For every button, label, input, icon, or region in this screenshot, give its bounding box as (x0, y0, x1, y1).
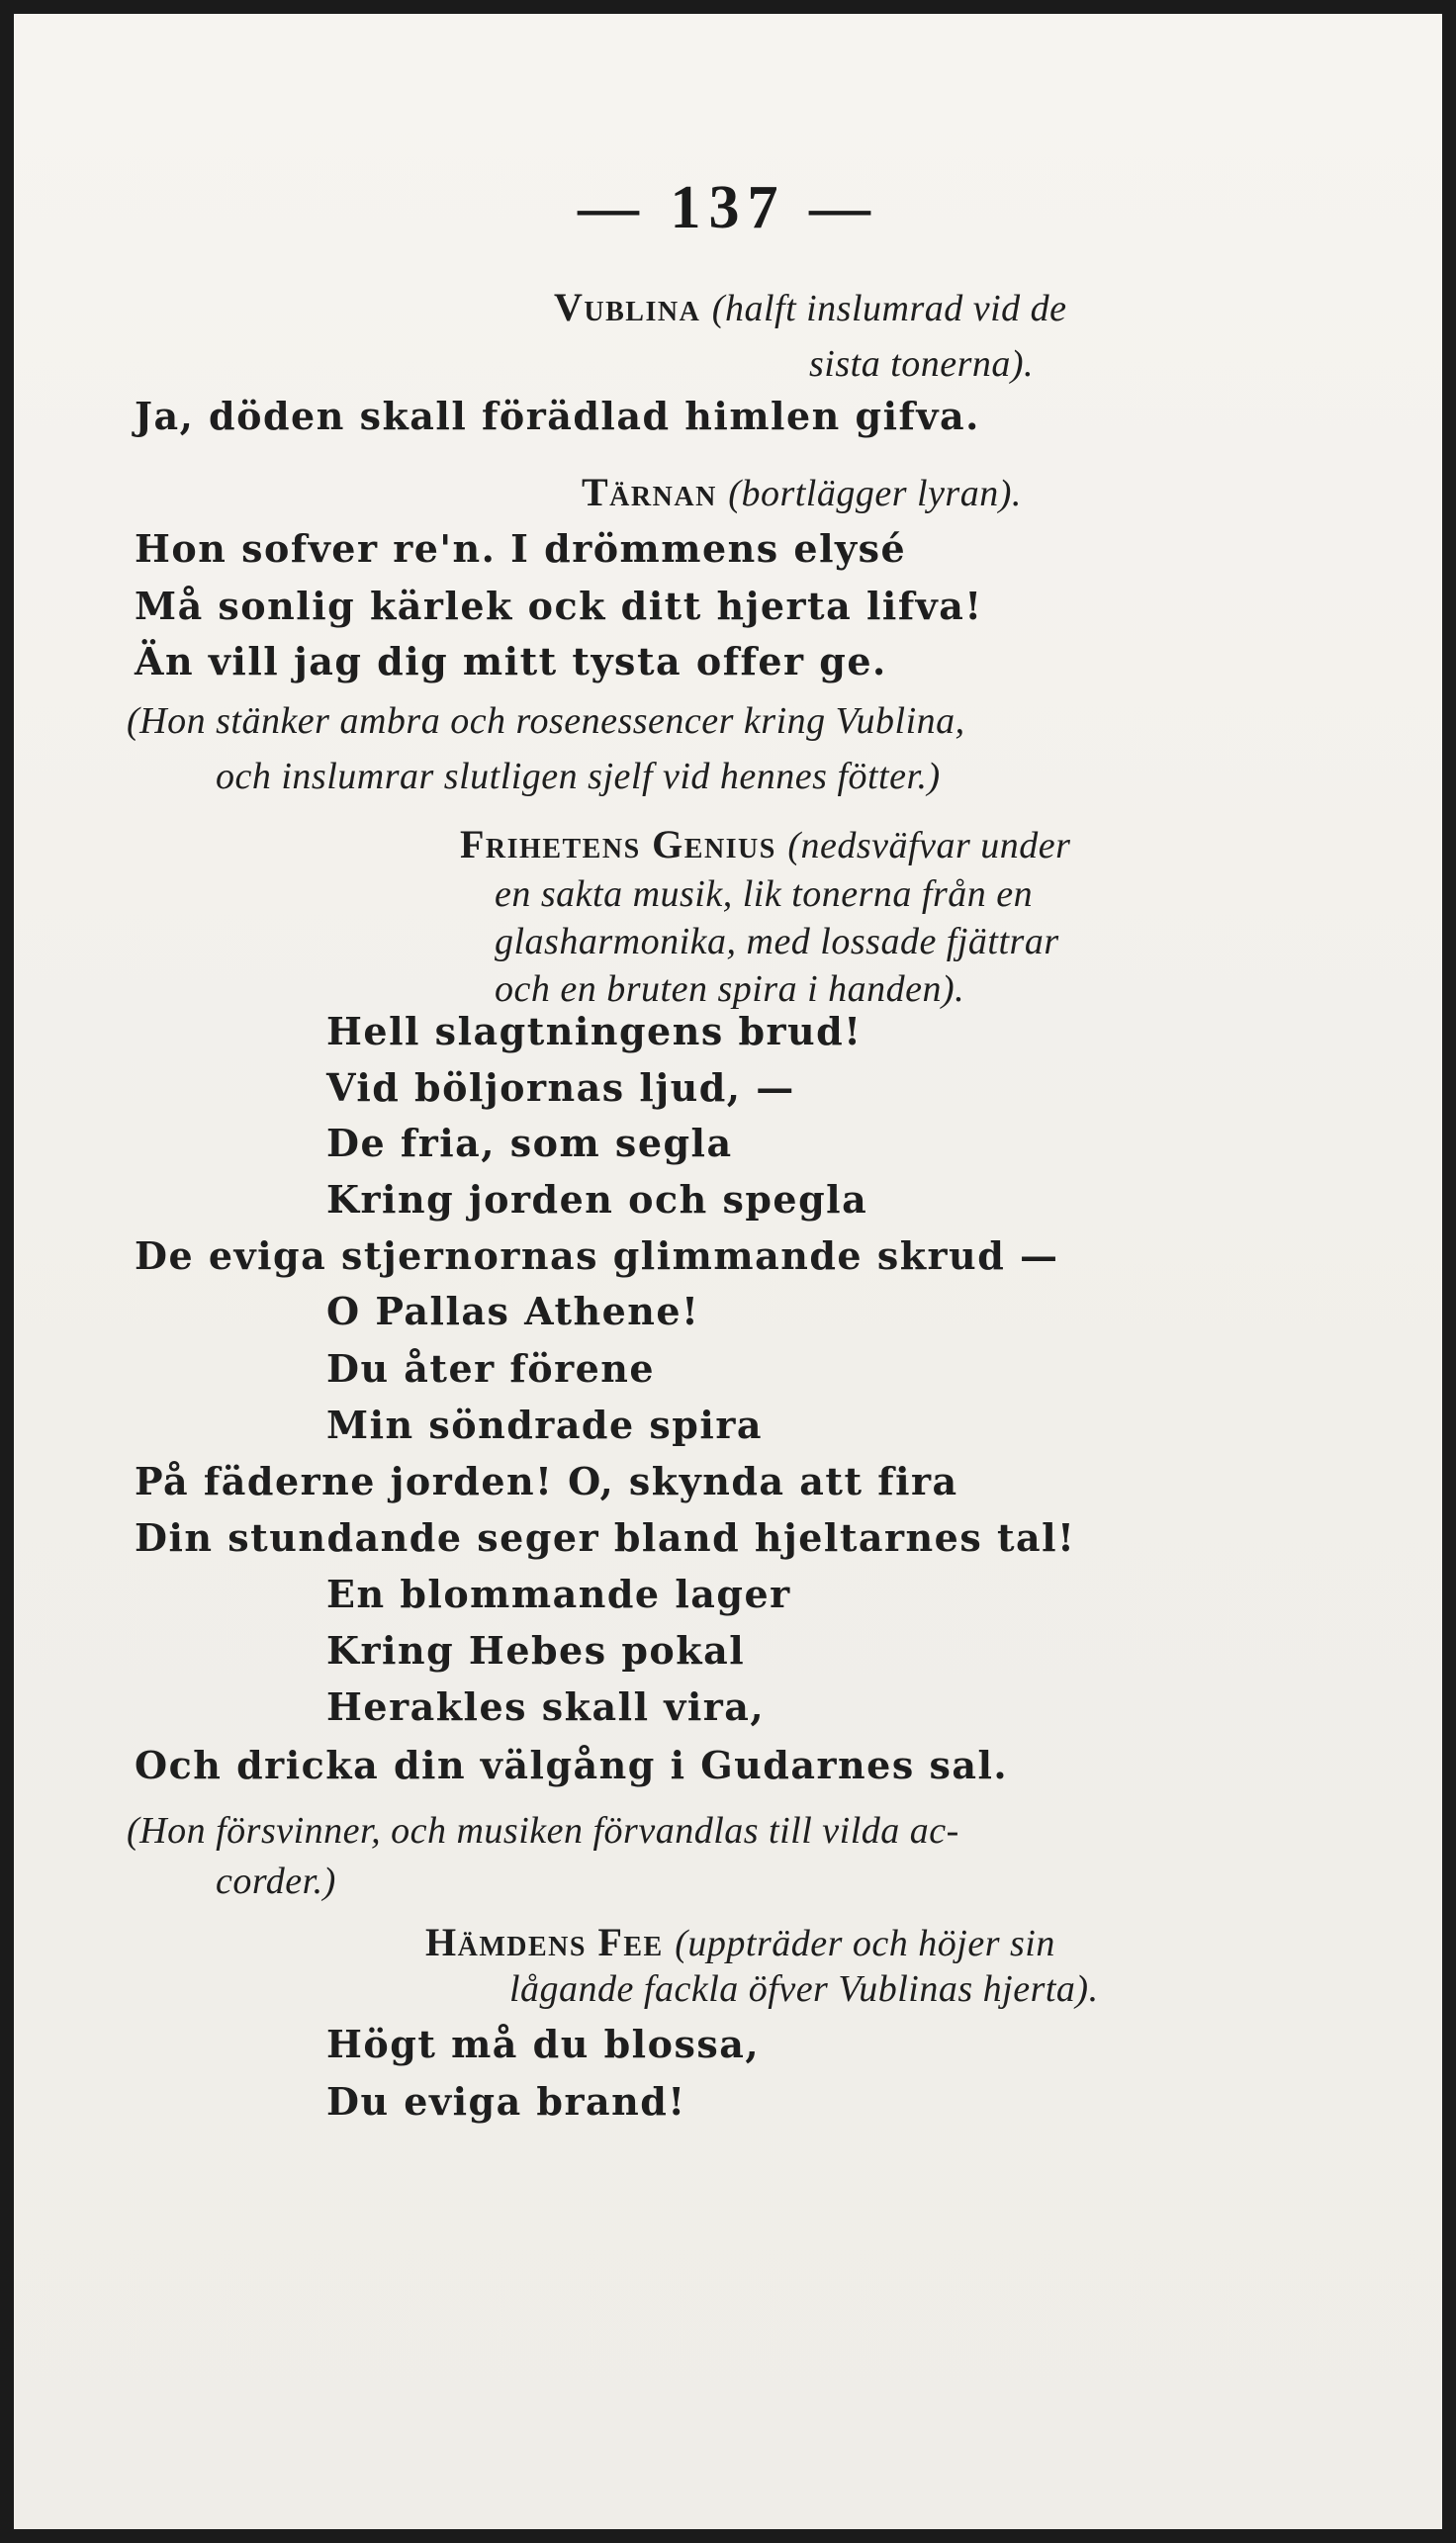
verse-line: Du eviga brand! (326, 2079, 686, 2124)
stage-direction-cont: lågande fackla öfver Vublinas hjerta). (509, 1968, 1099, 2010)
stage-direction-cont: en sakta musik, lik tonerna från en (495, 873, 1034, 915)
verse-line: Må sonlig kärlek ock ditt hjerta lifva! (135, 584, 983, 628)
verse-line: På fäderne jorden! O, skynda att fira (135, 1459, 958, 1503)
speaker-name: Frihetens Genius (460, 822, 776, 866)
stage-direction: (Hon stänker ambra och rosenessencer kring Vublina, (127, 700, 965, 742)
stage-direction: och inslumrar slutligen sjelf vid hennes fötter.) (216, 756, 941, 797)
verse-line: Högt må du blossa, (326, 2022, 761, 2066)
verse-line: Herakles skall vira, (326, 1684, 766, 1729)
verse-line: O Pallas Athene! (326, 1289, 700, 1333)
verse-line: Min söndrade spira (326, 1403, 763, 1447)
verse-line: De fria, som segla (326, 1121, 733, 1165)
verse-line: Du åter förene (326, 1346, 656, 1391)
speaker-frihetens-genius (460, 821, 1070, 867)
verse-line: Din stundande seger bland hjeltarnes tal! (135, 1515, 1076, 1560)
speaker-name: Hämdens Fee (425, 1920, 664, 1964)
stage-direction: corder.) (216, 1861, 336, 1902)
verse-line: Hon sofver re'n. I drömmens elysé (135, 526, 907, 571)
verse-line: De eviga stjernornas glimmande skrud — (135, 1233, 1059, 1278)
verse-line: Kring jorden och spegla (326, 1177, 868, 1222)
speaker-tarnan (582, 469, 1022, 515)
verse-line: Hell slagtningens brud! (326, 1009, 863, 1053)
speaker-hamdens-fee (425, 1919, 1055, 1965)
verse-line: Och dricka din välgång i Gudarnes sal. (135, 1743, 1009, 1787)
speaker-vublina (554, 284, 1067, 330)
stage-direction: (halft inslumrad vid de (711, 288, 1067, 329)
speaker-name: Vublina (554, 285, 701, 329)
stage-direction: (Hon försvinner, och musiken förvandlas till vilda ac- (127, 1810, 959, 1852)
stage-direction-cont: och en bruten spira i handen). (495, 968, 965, 1010)
verse-line: Vid böljornas ljud, — (326, 1065, 795, 1110)
page-number: — 137 — (578, 174, 878, 241)
stage-direction: (nedsväfvar under (787, 825, 1071, 866)
verse-line: En blommande lager (326, 1572, 791, 1616)
verse-line: Än vill jag dig mitt tysta offer ge. (135, 639, 887, 683)
verse-line: Ja, döden skall förädlad himlen gifva. (135, 394, 980, 438)
stage-direction: (bortlägger lyran). (728, 473, 1022, 514)
stage-direction: (uppträder och höjer sin (675, 1923, 1055, 1964)
stage-direction-cont: glasharmonika, med lossade fjättrar (495, 921, 1059, 962)
stage-direction-cont: sista tonerna). (809, 343, 1035, 385)
verse-line: Kring Hebes pokal (326, 1628, 746, 1673)
speaker-name: Tärnan (582, 470, 717, 514)
